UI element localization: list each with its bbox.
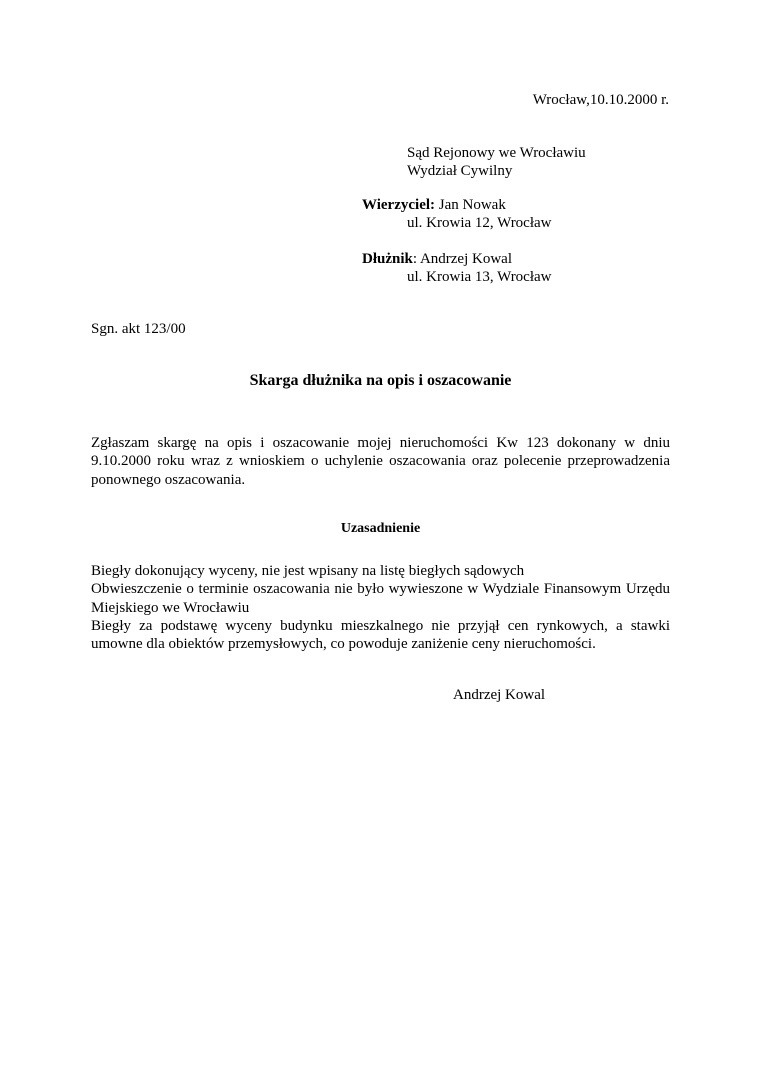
- signature: Andrzej Kowal: [453, 687, 546, 703]
- debtor-block: [362, 250, 552, 286]
- justification-heading: Uzasadnienie: [340, 521, 421, 536]
- creditor-label: Wierzyciel:: [362, 197, 436, 213]
- justification-list: [91, 562, 670, 653]
- intro-paragraph: Zgłaszam skargę na opis i oszacowanie mojej nieruchomości Kw 123 dokonany w dniu 9.10.2000 roku wraz z wnioskiem o uchylenie oszacowania oraz polecenie przeprowadzenia ponownego oszacowania.: [91, 435, 670, 488]
- debtor-line: [362, 250, 552, 268]
- document-title: Skarga dłużnika na opis i oszacowanie: [249, 372, 512, 389]
- justification-point: Obwieszczenie o terminie oszacowania nie było wywieszone w Wydziale Finansowym Urzędu Miejskiego we Wrocławiu: [91, 581, 670, 616]
- creditor-line: [362, 196, 552, 214]
- justification-point: Biegły dokonujący wyceny, nie jest wpisany na listę biegłych sądowych: [91, 563, 525, 579]
- court-division: Wydział Cywilny: [407, 163, 513, 179]
- justification-point: Biegły za podstawę wyceny budynku mieszkalnego nie przyjął cen rynkowych, a stawki umowne dla obiektów przemysłowych, co powoduje zaniżenie ceny nieruchomości.: [91, 617, 670, 653]
- debtor-address: ul. Krowia 13, Wrocław: [407, 269, 552, 285]
- court-name: Sąd Rejonowy we Wrocławiu: [407, 145, 586, 161]
- creditor-name: Jan Nowak: [435, 197, 506, 213]
- creditor-block: [362, 196, 552, 232]
- date-place: Wrocław,10.10.2000 r.: [532, 92, 669, 108]
- case-number: Sgn. akt 123/00: [91, 321, 186, 337]
- creditor-address: ul. Krowia 12, Wrocław: [407, 215, 552, 231]
- debtor-name: : Andrzej Kowal: [412, 251, 512, 267]
- debtor-label: Dłużnik: [362, 251, 413, 267]
- court-address: [407, 144, 586, 180]
